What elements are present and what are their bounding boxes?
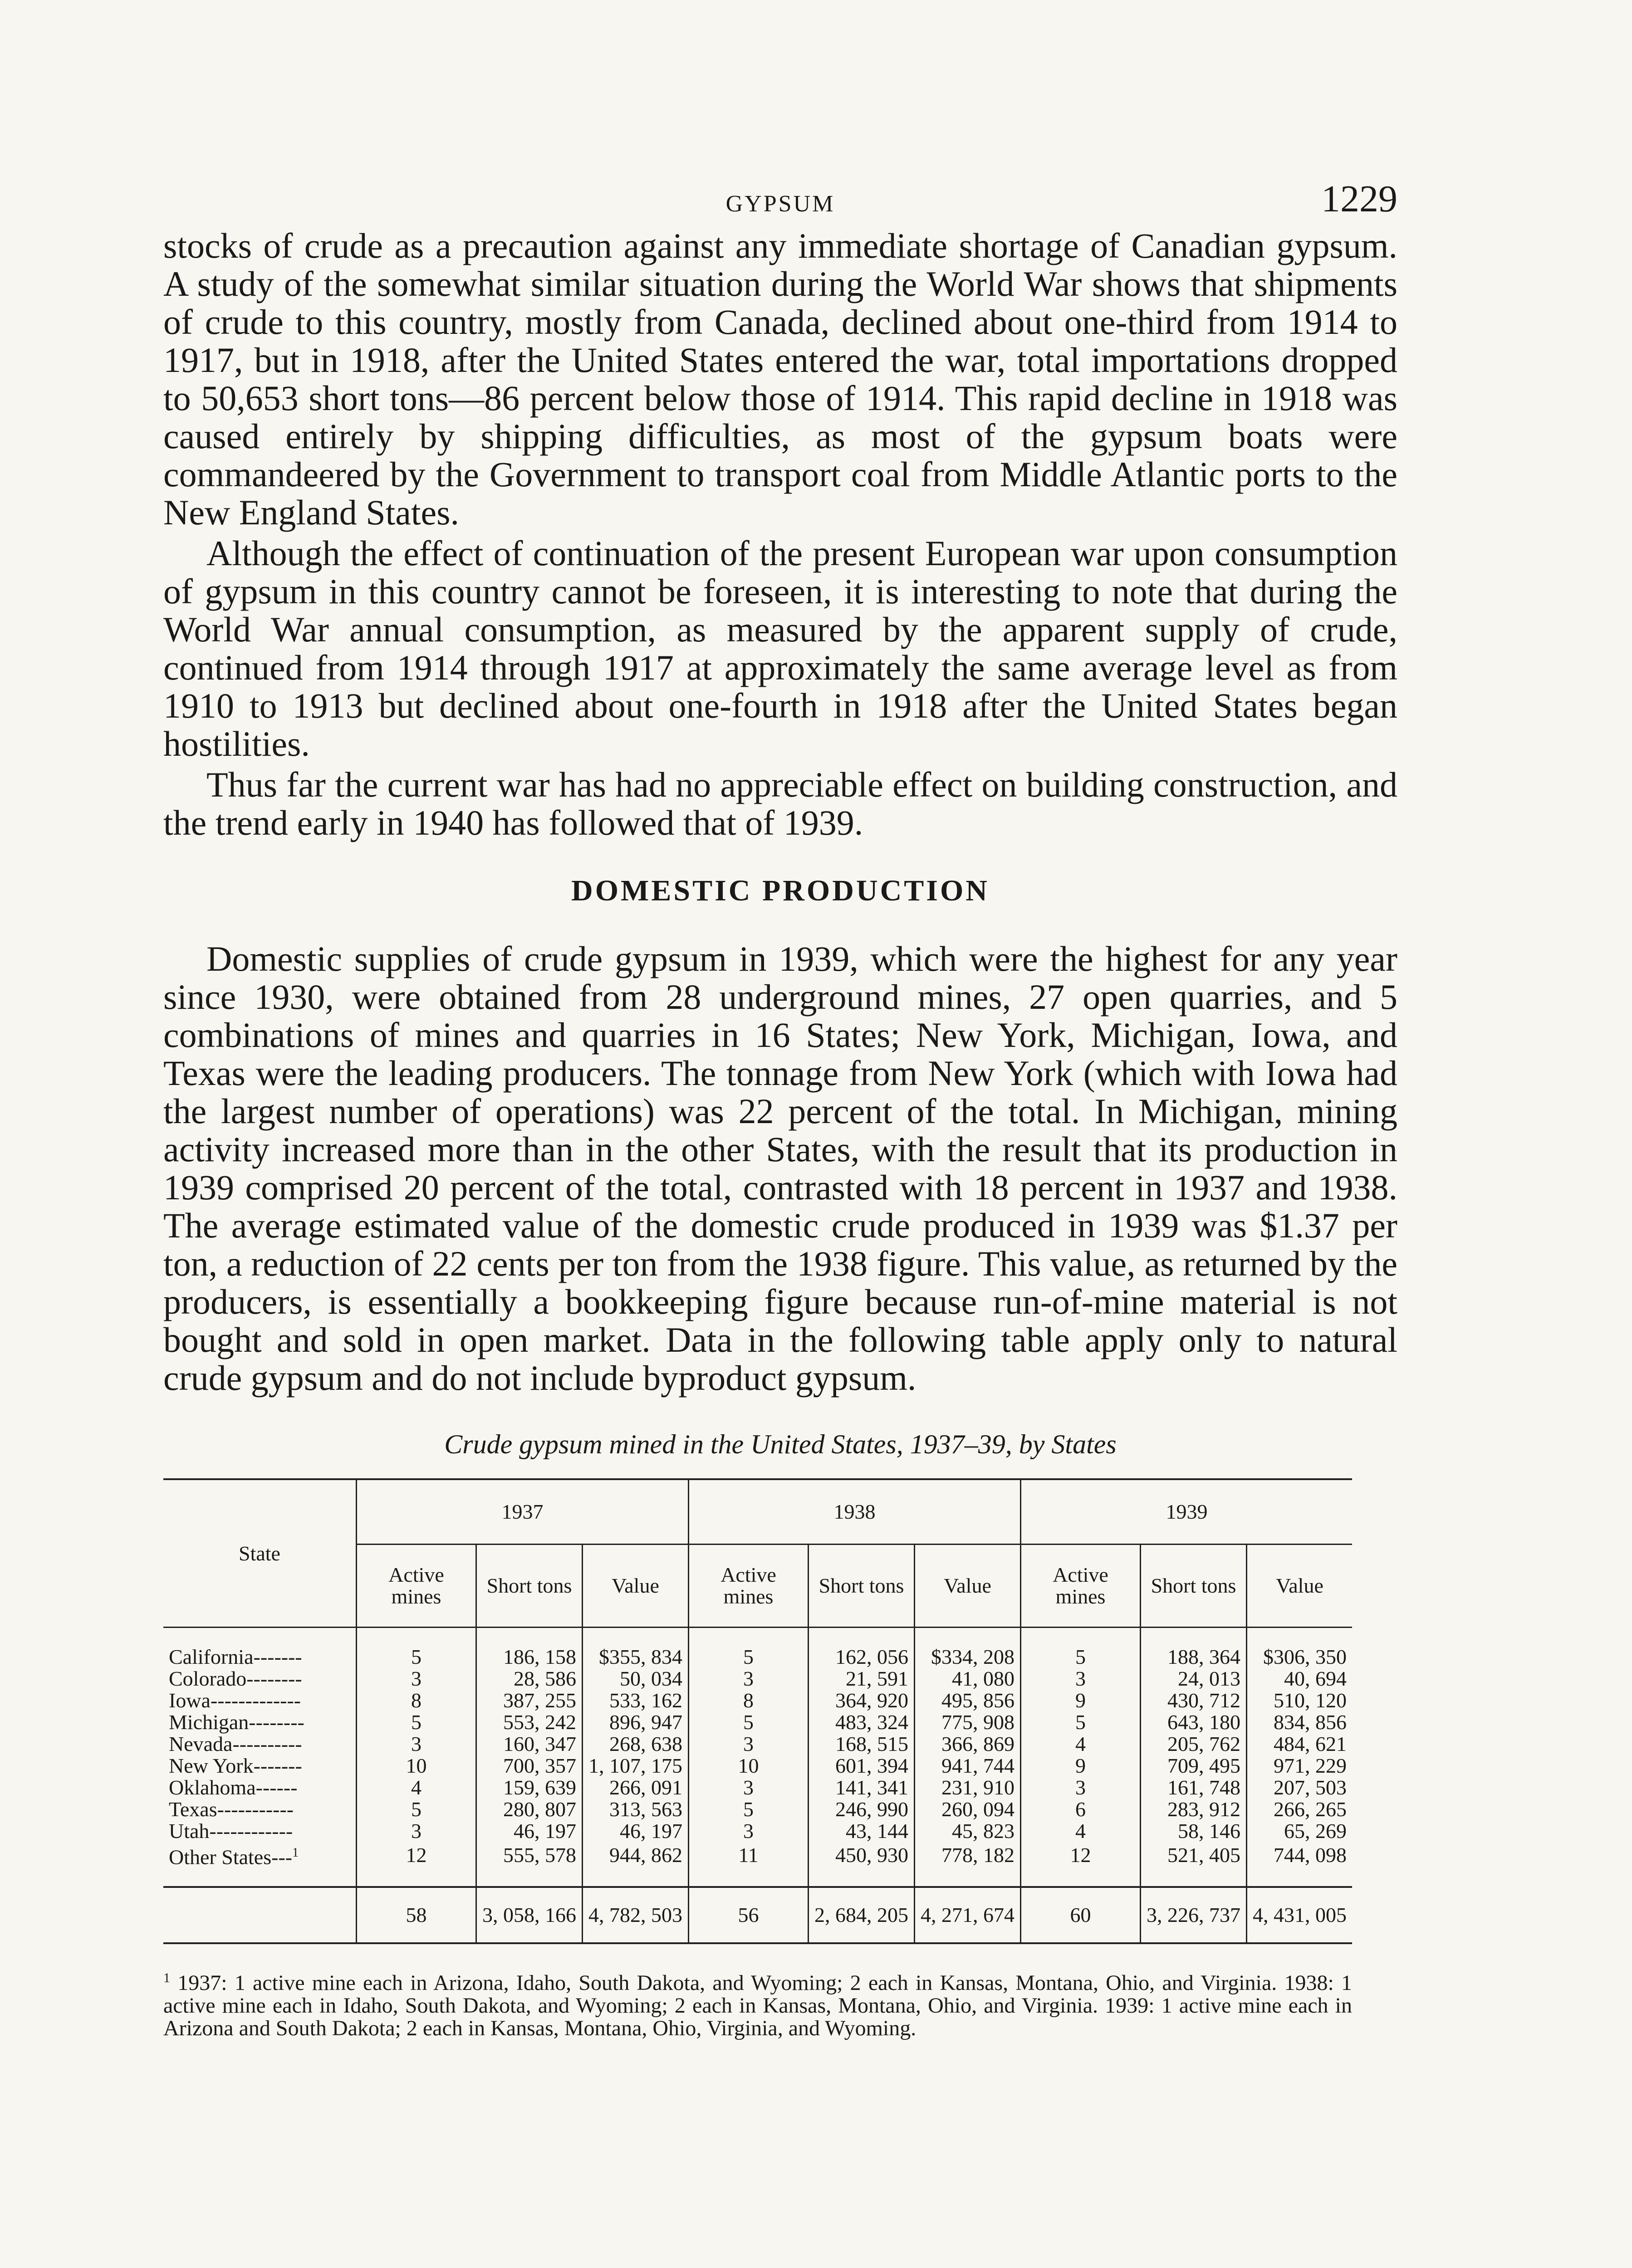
value-cell: 510, 120 [1247, 1690, 1353, 1711]
table-row [163, 1842, 1352, 1887]
short-tons-cell: 483, 324 [809, 1711, 915, 1733]
short-tons-cell: 21, 591 [809, 1668, 915, 1690]
col-value: Value [915, 1545, 1021, 1628]
state-name: Utah [169, 1819, 210, 1843]
short-tons-cell: 709, 495 [1141, 1755, 1247, 1777]
year-header-1939: 1939 [1021, 1479, 1353, 1545]
value-cell: 1, 107, 175 [583, 1755, 689, 1777]
table-body [163, 1628, 1352, 1944]
active-mines-cell: 4 [1021, 1733, 1141, 1755]
value-cell: 834, 856 [1247, 1711, 1353, 1733]
leader-dots: ------- [253, 1754, 302, 1777]
short-tons-cell: 553, 242 [476, 1711, 583, 1733]
year-header-1938: 1938 [689, 1479, 1021, 1545]
short-tons-cell: 205, 762 [1141, 1733, 1247, 1755]
running-header [163, 177, 1397, 227]
state-cell [163, 1733, 357, 1755]
value-cell: 231, 910 [915, 1777, 1021, 1799]
total-value: 4, 431, 005 [1247, 1887, 1353, 1943]
short-tons-cell: 364, 920 [809, 1690, 915, 1711]
total-value: 4, 782, 503 [583, 1887, 689, 1943]
col-value: Value [1247, 1545, 1353, 1628]
table-row [163, 1755, 1352, 1777]
gypsum-table [163, 1478, 1352, 1944]
table-row [163, 1799, 1352, 1820]
active-mines-cell: 3 [689, 1777, 809, 1799]
short-tons-cell: 186, 158 [476, 1628, 583, 1668]
state-cell [163, 1668, 357, 1690]
active-mines-cell: 5 [1021, 1711, 1141, 1733]
active-mines-cell: 6 [1021, 1799, 1141, 1820]
col-active-mines: Active mines [1021, 1545, 1141, 1628]
short-tons-cell: 188, 364 [1141, 1628, 1247, 1668]
value-cell: 207, 503 [1247, 1777, 1353, 1799]
active-mines-cell: 12 [1021, 1842, 1141, 1887]
state-name: Other States [169, 1845, 272, 1869]
paragraph-current-war: Thus far the current war has had no appreciable effect on building construction, and the trend early in 1940 has followed that of 1939. [163, 765, 1397, 842]
short-tons-cell: 700, 357 [476, 1755, 583, 1777]
col-short-tons: Short tons [1141, 1545, 1247, 1628]
active-mines-cell: 4 [357, 1777, 476, 1799]
value-cell: 941, 744 [915, 1755, 1021, 1777]
footnote-marker: 1 [163, 1970, 170, 1986]
paragraph-war-consumption: Although the effect of continuation of the present European war upon consumption of gypsum in this country cannot be foreseen, it is interesting to note that during the World War annual consumption, as measured by the apparent supply of crude, continued from 1914 through 1917 at approximately the same average level as from 1910 to 1913 but declined about one-fourth in 1918 after the United States began hostilities. [163, 533, 1397, 763]
state-cell [163, 1842, 357, 1887]
col-value: Value [583, 1545, 689, 1628]
value-cell: 268, 638 [583, 1733, 689, 1755]
total-value: 4, 271, 674 [915, 1887, 1021, 1943]
state-cell [163, 1711, 357, 1733]
value-cell: 495, 856 [915, 1690, 1021, 1711]
total-active-mines: 56 [689, 1887, 809, 1943]
short-tons-cell: 387, 255 [476, 1690, 583, 1711]
short-tons-cell: 555, 578 [476, 1842, 583, 1887]
value-cell: 266, 091 [583, 1777, 689, 1799]
totals-row [163, 1887, 1352, 1943]
state-name: Oklahoma [169, 1776, 256, 1799]
active-mines-cell: 8 [689, 1690, 809, 1711]
value-cell: 65, 269 [1247, 1820, 1353, 1842]
short-tons-cell: 141, 341 [809, 1777, 915, 1799]
value-cell: 971, 229 [1247, 1755, 1353, 1777]
short-tons-cell: 643, 180 [1141, 1711, 1247, 1733]
active-mines-cell: 12 [357, 1842, 476, 1887]
active-mines-cell: 3 [689, 1733, 809, 1755]
leader-dots: ------- [253, 1645, 302, 1668]
leader-dots: -------- [246, 1667, 302, 1690]
value-cell: 533, 162 [583, 1690, 689, 1711]
short-tons-cell: 283, 912 [1141, 1799, 1247, 1820]
short-tons-cell: 46, 197 [476, 1820, 583, 1842]
table-row [163, 1628, 1352, 1668]
state-column-header: State [163, 1479, 357, 1628]
value-cell: 896, 947 [583, 1711, 689, 1733]
table-row [163, 1777, 1352, 1799]
leader-dots: ------ [255, 1776, 298, 1799]
table-row [163, 1690, 1352, 1711]
total-short-tons: 2, 684, 205 [809, 1887, 915, 1943]
value-cell: 366, 869 [915, 1733, 1021, 1755]
total-short-tons: 3, 226, 737 [1141, 1887, 1247, 1943]
state-name: Nevada [169, 1732, 233, 1755]
value-cell: 484, 621 [1247, 1733, 1353, 1755]
active-mines-cell: 10 [357, 1755, 476, 1777]
short-tons-cell: 159, 639 [476, 1777, 583, 1799]
short-tons-cell: 246, 990 [809, 1799, 915, 1820]
value-cell: 775, 908 [915, 1711, 1021, 1733]
footnote-text: 1937: 1 active mine each in Arizona, Idaho, South Dakota, and Wyoming; 2 each in Kansas, Montana, Ohio, and Virginia. 1938: 1 active mine each in Idaho, South Dakota, and Wyoming; 2 each in Kansas, Montana, Ohio, and Virginia. 1939: 1 active mine each in Arizona and South Dakota; 2 each in Kansas, Montana, Ohio, Virginia, and Wyoming. [163, 1971, 1353, 2041]
value-cell: 45, 823 [915, 1820, 1021, 1842]
footnote [163, 1967, 1352, 2040]
total-active-mines: 58 [357, 1887, 476, 1943]
active-mines-cell: 9 [1021, 1690, 1141, 1711]
active-mines-cell: 3 [357, 1733, 476, 1755]
value-cell: 944, 862 [583, 1842, 689, 1887]
leader-dots: ----------- [217, 1798, 294, 1821]
value-cell: $334, 208 [915, 1628, 1021, 1668]
state-name: Iowa [169, 1689, 211, 1712]
leader-dots: --- [271, 1845, 293, 1869]
short-tons-cell: 161, 748 [1141, 1777, 1247, 1799]
state-cell [163, 1820, 357, 1842]
short-tons-cell: 601, 394 [809, 1755, 915, 1777]
value-cell: 40, 694 [1247, 1668, 1353, 1690]
active-mines-cell: 5 [689, 1711, 809, 1733]
active-mines-cell: 9 [1021, 1755, 1141, 1777]
value-cell: 744, 098 [1247, 1842, 1353, 1887]
total-active-mines: 60 [1021, 1887, 1141, 1943]
col-short-tons: Short tons [809, 1545, 915, 1628]
short-tons-cell: 58, 146 [1141, 1820, 1247, 1842]
state-cell [163, 1799, 357, 1820]
active-mines-cell: 3 [689, 1820, 809, 1842]
running-title: GYPSUM [725, 191, 835, 217]
state-name: Michigan [169, 1711, 249, 1734]
totals-label-cell [163, 1887, 357, 1943]
short-tons-cell: 168, 515 [809, 1733, 915, 1755]
page [163, 177, 1397, 2040]
state-cell [163, 1690, 357, 1711]
col-active-mines: Active mines [357, 1545, 476, 1628]
leader-dots: ---------- [232, 1732, 302, 1755]
section-heading: DOMESTIC PRODUCTION [571, 874, 990, 907]
active-mines-cell: 5 [1021, 1628, 1141, 1668]
state-cell [163, 1777, 357, 1799]
short-tons-cell: 24, 013 [1141, 1668, 1247, 1690]
state-cell [163, 1755, 357, 1777]
short-tons-cell: 280, 807 [476, 1799, 583, 1820]
value-cell: 41, 080 [915, 1668, 1021, 1690]
value-cell: $306, 350 [1247, 1628, 1353, 1668]
value-cell: 46, 197 [583, 1820, 689, 1842]
paragraph-domestic-production: Domestic supplies of crude gypsum in 1939, which were the highest for any year since 1930, were obtained from 28 underground mines, 27 open quarries, and 5 combinations of mines and quarries in 16 States; New York, Michigan, Iowa, and Texas were the leading producers. The tonnage from New York (which with Iowa had the largest number of operations) was 22 percent of the total. In Michigan, mining activity increased more than in the other States, with the result that its production in 1939 comprised 20 percent of the total, contrasted with 18 percent in 1937 and 1938. The average estimated value of the domestic crude produced in 1939 was $1.37 per ton, a reduction of 22 cents per ton from the 1938 figure. This value, as returned by the producers, is essentially a bookkeeping figure because run-of-mine material is not bought and sold in open market. Data in the following table apply only to natural crude gypsum and do not include byproduct gypsum. [163, 939, 1397, 1398]
active-mines-cell: 11 [689, 1842, 809, 1887]
short-tons-cell: 430, 712 [1141, 1690, 1247, 1711]
year-header-1937: 1937 [357, 1479, 689, 1545]
footnote-ref: 1 [292, 1846, 299, 1860]
value-cell: 778, 182 [915, 1842, 1021, 1887]
table-row [163, 1733, 1352, 1755]
active-mines-cell: 5 [357, 1799, 476, 1820]
leader-dots: -------- [249, 1711, 304, 1734]
active-mines-cell: 3 [357, 1668, 476, 1690]
active-mines-cell: 10 [689, 1755, 809, 1777]
value-cell: 266, 265 [1247, 1799, 1353, 1820]
active-mines-cell: 5 [357, 1711, 476, 1733]
state-name: Texas [169, 1798, 217, 1821]
table-row [163, 1711, 1352, 1733]
value-cell: $355, 834 [583, 1628, 689, 1668]
short-tons-cell: 28, 586 [476, 1668, 583, 1690]
col-active-mines: Active mines [689, 1545, 809, 1628]
leader-dots: ------------ [209, 1819, 293, 1843]
short-tons-cell: 162, 056 [809, 1628, 915, 1668]
page-number: 1229 [1321, 178, 1397, 220]
active-mines-cell: 5 [689, 1628, 809, 1668]
active-mines-cell: 8 [357, 1690, 476, 1711]
total-short-tons: 3, 058, 166 [476, 1887, 583, 1943]
value-cell: 50, 034 [583, 1668, 689, 1690]
table-caption: Crude gypsum mined in the United States, 1937–39, by States [444, 1429, 1117, 1459]
value-cell: 313, 563 [583, 1799, 689, 1820]
state-name: Colorado [169, 1667, 247, 1690]
col-short-tons: Short tons [476, 1545, 583, 1628]
active-mines-cell: 3 [1021, 1668, 1141, 1690]
short-tons-cell: 160, 347 [476, 1733, 583, 1755]
state-name: New York [169, 1754, 254, 1777]
short-tons-cell: 521, 405 [1141, 1842, 1247, 1887]
active-mines-cell: 3 [357, 1820, 476, 1842]
short-tons-cell: 450, 930 [809, 1842, 915, 1887]
active-mines-cell: 3 [689, 1668, 809, 1690]
state-cell [163, 1628, 357, 1668]
active-mines-cell: 5 [357, 1628, 476, 1668]
short-tons-cell: 43, 144 [809, 1820, 915, 1842]
paragraph-continued: stocks of crude as a precaution against any immediate shortage of Canadian gypsum. A study of the somewhat similar situation during the World War shows that shipments of crude to this country, mostly from Canada, declined about one-third from 1914 to 1917, but in 1918, after the United States entered the war, total importations dropped to 50,653 short tons—86 percent below those of 1914. This rapid decline in 1918 was caused entirely by shipping difficulties, as most of the gypsum boats were commandeered by the Government to transport coal from Middle Atlantic ports to the New England States. [163, 226, 1397, 532]
leader-dots: ------------- [210, 1689, 301, 1712]
state-name: California [169, 1645, 254, 1668]
table-row [163, 1668, 1352, 1690]
active-mines-cell: 3 [1021, 1777, 1141, 1799]
active-mines-cell: 5 [689, 1799, 809, 1820]
table-row [163, 1820, 1352, 1842]
value-cell: 260, 094 [915, 1799, 1021, 1820]
active-mines-cell: 4 [1021, 1820, 1141, 1842]
